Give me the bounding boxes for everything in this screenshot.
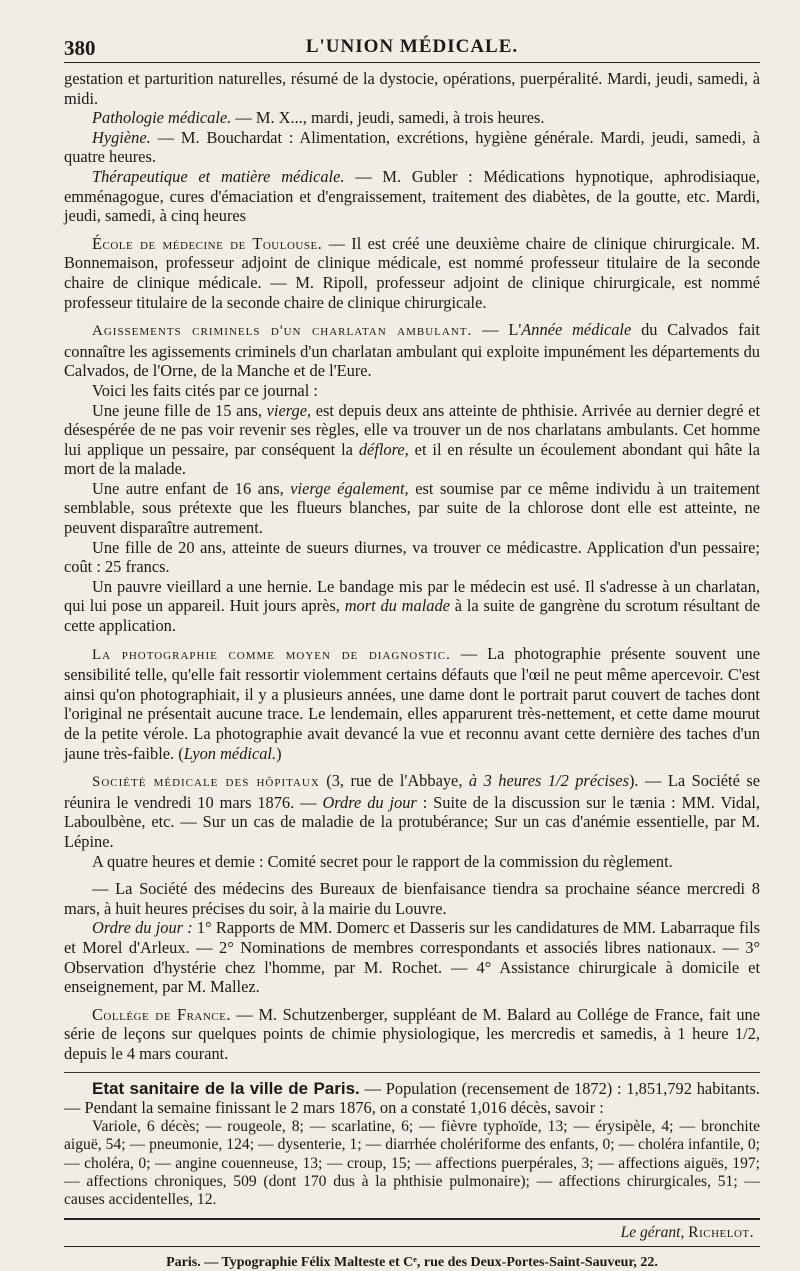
running-title: L'UNION MÉDICALE. — [305, 36, 519, 57]
paragraph-pathologie: Pathologie médicale. — M. X..., mardi, jeudi, samedi, à trois heures. — [92, 108, 545, 128]
section-heading: Agissements criminels d'un charlatan ambulant. — [92, 323, 473, 340]
section-heading: Etat sanitaire de la ville de Paris. — [92, 1078, 360, 1098]
running-header — [64, 32, 760, 63]
section-heading: Société médicale des hôpitaux — [92, 774, 320, 791]
paragraph-ordre-du-jour: Ordre du jour : 1° Rapports de MM. Domerc et Dasseris sur les candidatures de MM. Labarraque fils et Morel d'Arleux. — 2° Nominations de membres correspondants et associés libres nationaux. — 3° Observation d'hystérie chez l'homme, par M. Rochet. — 4° Assistance chirurgicale à domicile et enseignement, par M. Mallez. — [64, 918, 761, 997]
body-text — [64, 69, 760, 1210]
page-number: 380 — [64, 36, 96, 60]
paragraph-case-4: Un pauvre vieillard a une hernie. Le bandage mis par le médecin est usé. Il s'adresse à un charlatan, qui lui pose un appareil. Huit jours après, mort du malade à la suite de gangrène du scrotum résultant de cette application. — [64, 576, 760, 636]
paragraph-toulouse: École de médecine de Toulouse. — Il est créé une deuxième chaire de clinique chirurgicale. M. Bonnemaison, professeur adjoint de clinique médicale, est nommé professeur titulaire de la seconde chaire de clinique médicale. — M. Ripoll, professeur adjoint de clinique chirurgicale, est nommé professeur titulaire de la seconde chaire de clinique chirurgicale. — [64, 233, 761, 312]
paragraph-societe-hopitaux: Société médicale des hôpitaux (3, rue de l'Abbaye, à 3 heures 1/2 précises). — La Société se réunira le vendredi 10 mars 1876. — Ordre du jour : Suite de la discussion sur le tænia : MM. Vidal, Laboulbène, etc. — Sur un cas de maladie de la protubérance; Sur un cas d'anémie essentielle, par M. Lépine. — [64, 771, 760, 851]
footer-divider — [64, 1218, 760, 1220]
paragraph-hygiene: Hygiène. — M. Bouchardat : Alimentation, excrétions, hygiène générale. Mardi, jeudi, samedi, à quatre heures. — [64, 127, 760, 167]
paragraph-therapeutique: Thérapeutique et matière médicale. — M. Gubler : Médications hypnotique, aphrodisiaque, emménagogue, cures d'émaciation et d'engraissement, traitement des diabètes, de la goutte, etc. Mardi, jeudi, samedi, à cinq heures — [64, 166, 760, 226]
course-title: Hygiène. — [92, 127, 151, 147]
paragraph-case-1: Une jeune fille de 15 ans, vierge, est depuis deux ans atteinte de phthisie. Arrivée au dernier degré et désespérée de ne pas voir revenir ses règles, elle va trouver un de nos charlatans ambulants. Cet homme lui applique un pessaire, par conséquent la déflore, et il en résulte un écoulement abondant qui hâte la mort de la malade. — [64, 400, 761, 479]
paragraph-charlatan: Agissements criminels d'un charlatan ambulant. — L'Année médicale du Calvados fait connaître les agissements criminels d'un charlatan ambulant qui exploite impunément les départements du Calvados, de l'Orne, de la Manche et de l'Eure. — [64, 320, 760, 381]
section-divider — [64, 1072, 760, 1073]
paragraph-mortality-list: Variole, 6 décès; — rougeole, 8; — scarlatine, 6; — fièvre typhoïde, 13; — érysipèle, 4; — bronchite aiguë, 54; — pneumonie, 124; — dysenterie, 1; — diarrhée cholériforme des enfants, 0; — choléra infantile, 0; — choléra, 0; — angine couenneuse, 13; — croup, 15; — affections puerpérales, 3; — affections aiguës, 197; — affections chroniques, 509 (dont 170 dus à la phthisie pulmonaire); — affections chirurgicales, 51; — causes accidentelles, 12. — [64, 1117, 760, 1209]
printer-imprint: Paris. — Typographie Félix Malteste et Cᵉ, rue des Deux-Portes-Saint-Sauveur, 22. — [166, 1254, 658, 1270]
section-heading: École de médecine de Toulouse. — [92, 233, 323, 253]
course-title: Thérapeutique et matière médicale. — [92, 166, 345, 186]
imprint-divider — [64, 1246, 760, 1247]
paragraph-case-3: Une fille de 20 ans, atteinte de sueurs diurnes, va trouver ce médicastre. Application d'un pessaire; coût : 25 francs. — [64, 537, 760, 577]
paragraph-faits: Voici les faits cités par ce journal : — [92, 380, 318, 400]
gerant-name: Richelot. — [688, 1223, 754, 1241]
paragraph-case-2: Une autre enfant de 16 ans, vierge également, est soumise par ce même individu à un traitement semblable, sous prétexte que les flueurs blanches, par suite de la chlorose dont elle est atteinte, ne peuvent disparaître autrement. — [64, 478, 760, 538]
section-heading: La photographie comme moyen de diagnostic. — [92, 646, 451, 663]
paragraph-bienfaisance: — La Société des médecins des Bureaux de bienfaisance tiendra sa prochaine séance mercredi 8 mars, à huit heures précises du soir, à la mairie du Louvre. — [64, 879, 760, 918]
paragraph-college: Collége de France. — M. Schutzenberger, suppléant de M. Balard au Collége de France, fait une série de leçons sur quelques points de chimie physiologique, les mercredis et samedis, à 1 heure 1/2, depuis le 4 mars courant. — [64, 1004, 760, 1063]
paragraph-etat-sanitaire: Etat sanitaire de la ville de Paris. — Population (recensement de 1872) : 1,851,792 habitants. — Pendant la semaine finissant le 2 mars 1876, on a constaté 1,016 décès, savoir : — [64, 1078, 761, 1118]
course-title: Pathologie médicale. — [92, 108, 232, 128]
paragraph-comite: A quatre heures et demie : Comité secret pour le rapport de la commission du règlement. — [92, 851, 673, 871]
section-heading: Collége de France. — [92, 1004, 231, 1024]
paragraph-gestation: gestation et parturition naturelles, résumé de la dystocie, opérations, puerpéralité. Mardi, jeudi, samedi, à midi. — [64, 69, 760, 108]
paragraph-photographie: La photographie comme moyen de diagnostic. — La photographie présente souvent une sensibilité telle, qu'elle fait ressortir violemment certains défauts que l'œil ne peut même apercevoir. C'est ainsi qu'on photographiait, il y a plusieurs années, une dame dont le portrait parut couvert de taches dont l'original ne présentait aucune trace. Le lendemain, elles apparurent très-nettement, et cette dame mourut de la petite vérole. La photographie avait devancé la vue et reconnu avant cette dernière des taches d'un jaune très-faible. (Lyon médical.) — [64, 643, 760, 763]
gerant-signature: Le gérant, Richelot. — [620, 1223, 754, 1241]
